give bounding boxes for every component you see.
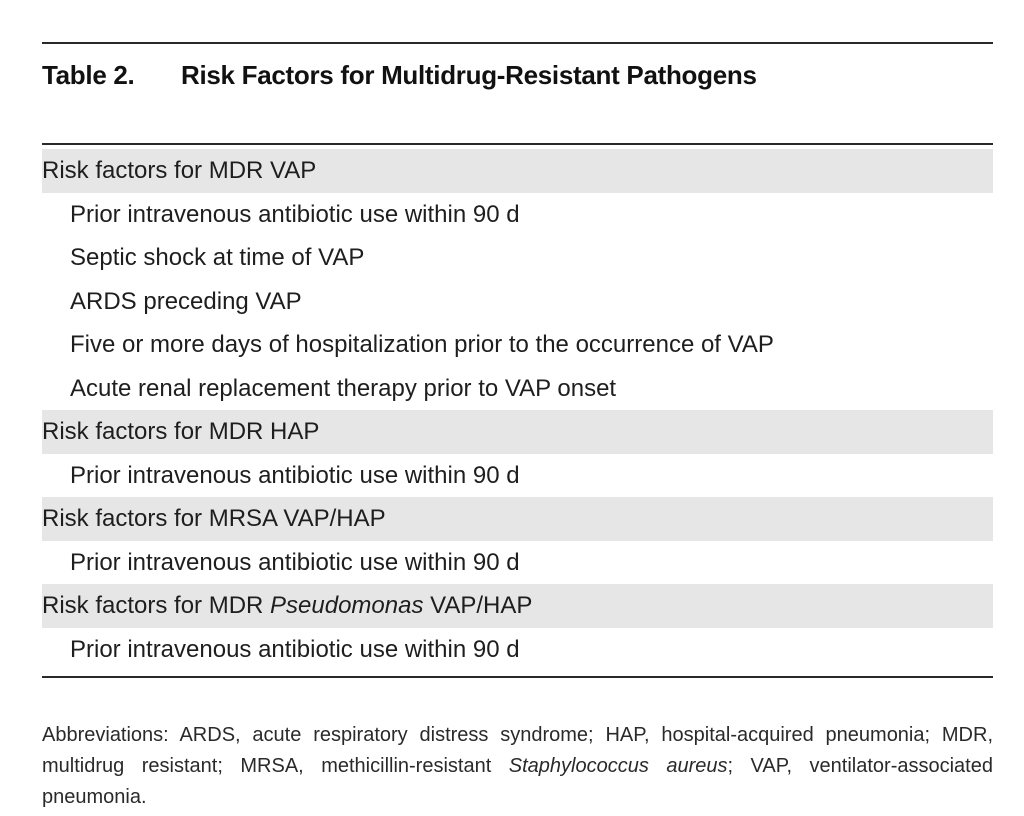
risk-factor-row: Five or more days of hospitalization prior to the occurrence of VAP [70, 331, 774, 358]
table-title [42, 60, 757, 91]
group-header-row [42, 497, 993, 541]
group-label-label-post: VAP/HAP [423, 592, 533, 619]
group-header-row [42, 410, 993, 454]
risk-factor-row: Septic shock at time of VAP [70, 244, 365, 271]
risk-factors-table [42, 149, 993, 671]
risk-factor-row: Prior intravenous antibiotic use within 90 d [70, 200, 520, 228]
abbreviations-footnote [42, 720, 993, 813]
risk-factor-row: ARDS preceding VAP [70, 287, 302, 315]
footnote-text: Abbreviations: ARDS, acute respiratory distress syndrome; HAP, hospital-acquired pneumonia; MDR, multidrug resistant; MRSA, methicillin-resistant [42, 724, 993, 777]
group-header-row [42, 149, 993, 193]
group-label-label-pre: Risk factors for MDR VAP [42, 157, 317, 184]
top-rule [42, 42, 993, 44]
risk-factor-row: Prior intravenous antibiotic use within 90 d [70, 635, 520, 663]
footnote-italic-term: Staphylococcus aureus [508, 755, 728, 777]
group-header-row [42, 584, 993, 628]
risk-factor-row: Acute renal replacement therapy prior to VAP onset [70, 374, 617, 402]
group-label-label-italic: Pseudomonas [270, 592, 424, 619]
footnote-text-end: ; VAP, ventilator-associated pneumonia. [42, 755, 993, 808]
bottom-rule [42, 676, 993, 678]
table-number: Table 2. [42, 60, 135, 90]
group-label-label-pre: Risk factors for MRSA VAP/HAP [42, 505, 386, 532]
risk-factor-row: Prior intravenous antibiotic use within 90 d [70, 461, 520, 489]
table-title-text: Risk Factors for Multidrug-Resistant Pathogens [181, 60, 757, 90]
group-label-label-pre: Risk factors for MDR [42, 592, 271, 619]
header-rule [42, 143, 993, 145]
risk-factor-row: Prior intravenous antibiotic use within 90 d [70, 548, 520, 576]
group-label-label-pre: Risk factors for MDR HAP [42, 418, 320, 445]
